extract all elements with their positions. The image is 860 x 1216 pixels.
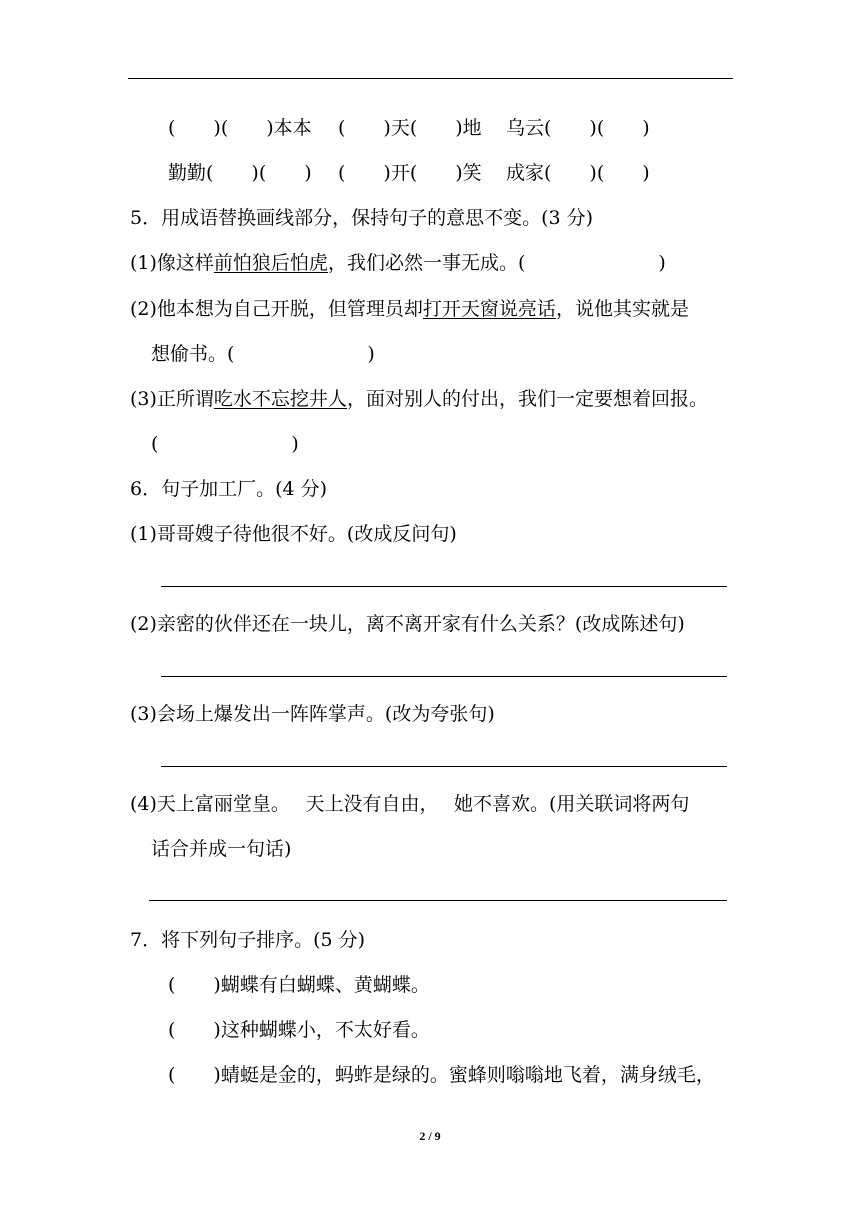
q7-item-2: ( )这种蝴蝶小，不太好看。 bbox=[168, 1019, 430, 1041]
answer-line[interactable] bbox=[161, 586, 727, 587]
underlined-phrase: 前怕狼后怕虎 bbox=[213, 252, 328, 274]
idiom-item: ( )开( )笑 bbox=[338, 162, 482, 184]
question-5-title: 5．用成语替换画线部分，保持句子的意思不变。(3 分) bbox=[130, 207, 594, 229]
idiom-item: ( )( )本本 bbox=[168, 117, 312, 139]
idiom-row-2 bbox=[168, 161, 650, 185]
answer-line[interactable] bbox=[161, 766, 727, 767]
underlined-phrase: 吃水不忘挖井人 bbox=[213, 388, 347, 410]
q5-item-text: (2)他本想为自己开脱，但管理员却 bbox=[130, 298, 423, 320]
idiom-item: 成家( )( ) bbox=[506, 162, 650, 184]
q6-item-2: (2)亲密的伙伴还在一块儿，离不离开家有什么关系？(改成陈述句) bbox=[130, 613, 685, 635]
question-6-title: 6．句子加工厂。(4 分) bbox=[130, 478, 328, 500]
idiom-item: 勤勤( )( ) bbox=[168, 162, 312, 184]
q5-item-2-cont: 想偷书。( ) bbox=[151, 343, 375, 365]
q5-item-3 bbox=[130, 387, 708, 411]
q5-item-text: ，说他其实就是 bbox=[555, 298, 689, 320]
idiom-item: ( )天( )地 bbox=[338, 117, 482, 139]
q5-item-2 bbox=[130, 297, 689, 321]
q5-item-text: ，面对别人的付出，我们一定要想着回报。 bbox=[346, 388, 708, 410]
q5-item-text: (1)像这样 bbox=[130, 252, 214, 274]
q6-item-1: (1)哥哥嫂子待他很不好。(改成反问句) bbox=[130, 523, 457, 545]
q5-item-1 bbox=[130, 251, 666, 275]
answer-line[interactable] bbox=[161, 676, 727, 677]
q6-item-4-cont: 话合并成一句话) bbox=[151, 838, 292, 860]
q5-item-text: (3)正所谓 bbox=[130, 388, 214, 410]
q7-item-3: ( )蜻蜓是金的，蚂蚱是绿的。蜜蜂则嗡嗡地飞着，满身绒毛， bbox=[168, 1064, 715, 1086]
idiom-item: 乌云( )( ) bbox=[506, 117, 650, 139]
underlined-phrase: 打开天窗说亮话 bbox=[422, 298, 556, 320]
header-rule bbox=[128, 78, 733, 79]
question-7-title: 7．将下列句子排序。(5 分) bbox=[130, 929, 366, 951]
q5-item-3-cont: ( ) bbox=[151, 433, 299, 455]
idiom-row-1 bbox=[168, 116, 650, 140]
q5-item-text: ，我们必然一事无成。( ) bbox=[327, 252, 666, 274]
page-number: 2 / 9 bbox=[419, 1129, 441, 1143]
answer-line[interactable] bbox=[149, 900, 727, 901]
q6-item-4: (4)天上富丽堂皇。 天上没有自由， 她不喜欢。(用关联词将两句 bbox=[130, 793, 690, 815]
q6-item-3: (3)会场上爆发出一阵阵掌声。(改为夸张句) bbox=[130, 703, 495, 725]
q7-item-1: ( )蝴蝶有白蝴蝶、黄蝴蝶。 bbox=[168, 974, 430, 996]
